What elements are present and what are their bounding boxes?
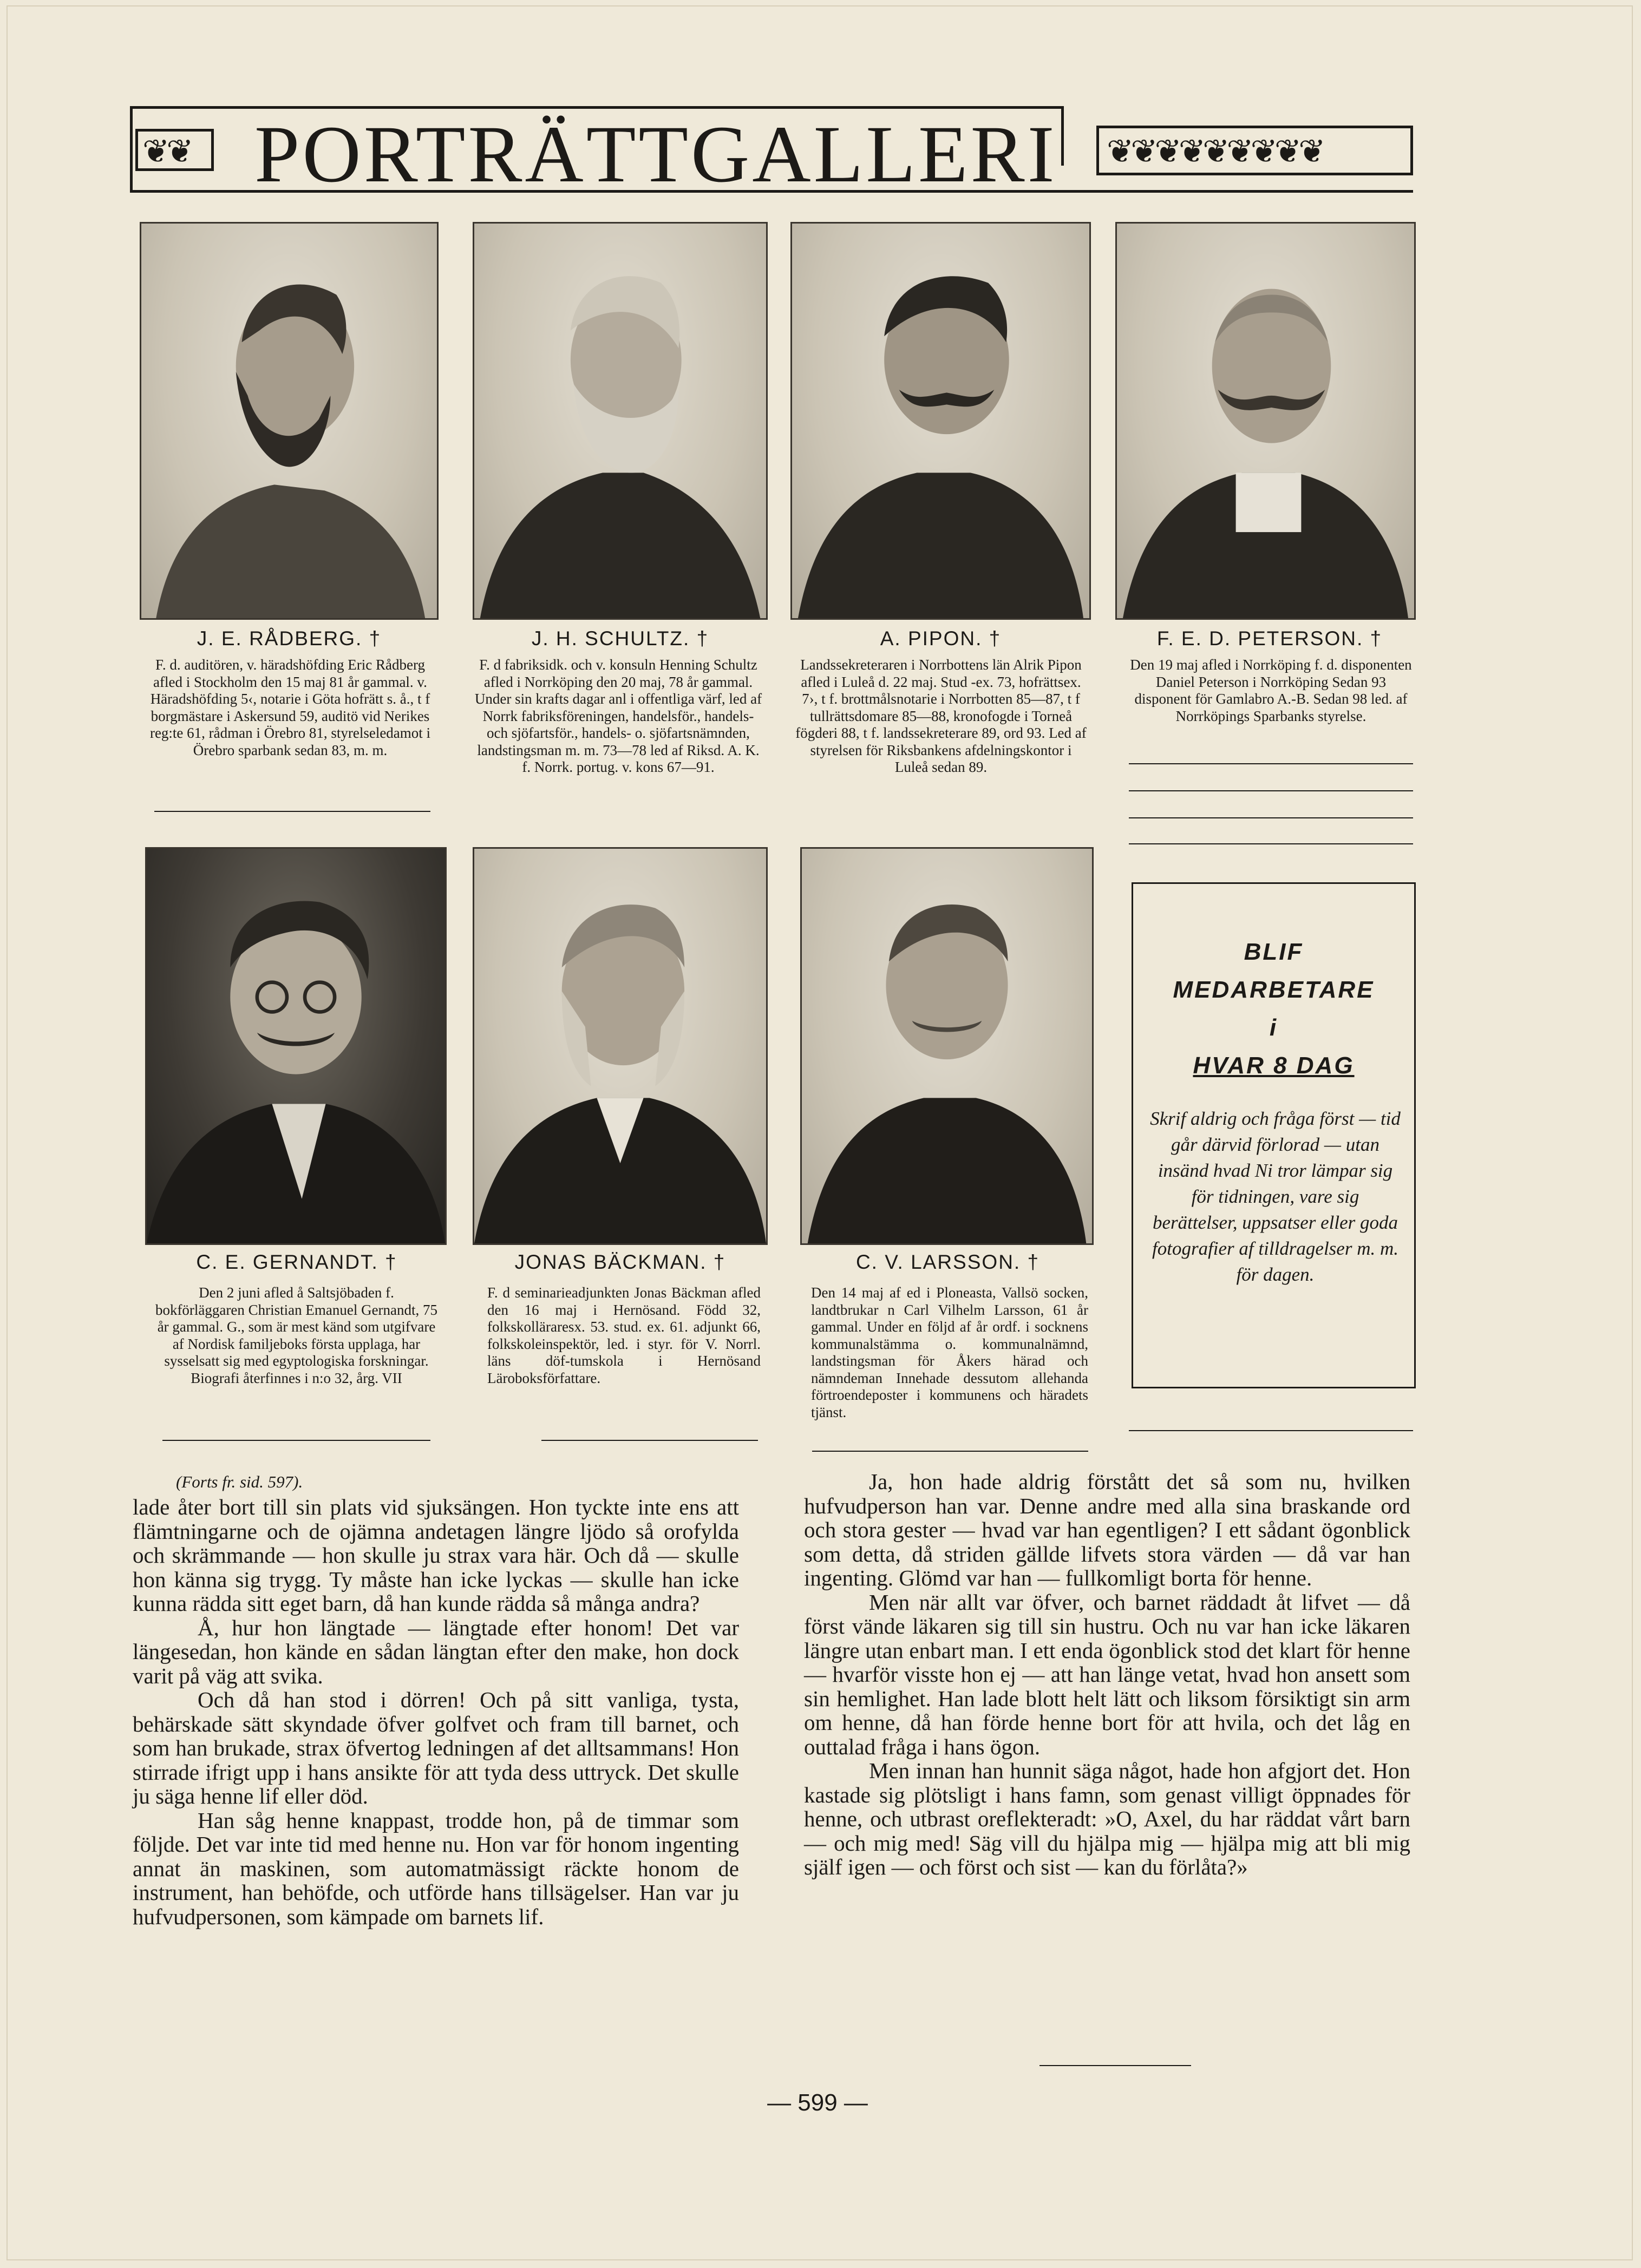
ornament-right-box [1096,126,1413,175]
article-column-left [133,1495,739,1929]
promo-body: Skrif aldrig och fråga först — tid går därvid förlorad — utan insänd hvad Ni tror lämpar sig för tidningen, vare sig berättelser, uppsatser eller goda fotografier af tilldragelser m. m. för dagen. [1150,1108,1401,1285]
portrait-bio-pipon: Landssekreteraren i Norrbottens län Alrik Pipon afled i Luleå d. 22 maj. Stud -ex. 73, hofrättsex. 7›, t f. brottmålsnotarie i Norrbotten 85—87, t f tullrättsdomare 85—88, kronofogde i Torneå fögderi 88, t f. landssekreterare 89, ord 93. Led af styrelsen för Riksbankens afdelningskontor i Luleå sedan 89. [795,657,1087,775]
promo-box [1132,882,1416,1388]
article-column-right [804,1470,1410,1879]
portrait-name-radberg: J. E. RÅDBERG. † [197,627,382,650]
portrait-bio-backman: F. d seminarieadjunkten Jonas Bäckman afled den 16 maj i Hernösand. Född 32, folkskolläraresx. 53. stud. ex. 61. adjunkt 66, folkskoleinspektör, led. i styr. för V. Norrl. läns döf-tumskola i Hernösand Läroboksförfattare. [487,1284,761,1386]
portrait-name-pipon: A. PIPON. † [880,627,1002,650]
continued-from-note: (Forts fr. sid. 597). [176,1472,303,1491]
portrait-rule [1129,763,1413,764]
article-paragraph: Ja, hon hade aldrig förstått det så som nu, hvilken hufvudperson han var. Denne andre med alla sina braskande ord och stora gester — hvad var han egentligen? I ett sådant ögonblick som detta, då striden gällde lifvets stora värden — då var han ingenting. Glömd var han — fullkomligt borta för henne. [804,1469,1410,1590]
portrait-bio-radberg: F. d. auditören, v. häradshöfding Eric Rådberg afled i Stockholm den 15 maj 81 år gammal. v. Häradshöfding 5‹, notarie i Göta hofrätt s. å., t f borgmästare i Askersund 59, auditö vid Nerikes reg:te 61, rådman i Örebro 81, styrelseledamot i Örebro sparbank sedan 83, m. m. [149,657,431,758]
article-paragraph: Han såg henne knappast, trodde hon, på de timmar som följde. Det var inte tid med henne nu. Hon var för honom ingenting annat än maskinen, som automatmässigt räckte honom de instrument, han behöfde, och utförde hans tillsägelser. Han var ju hufvudpersonen, som kämpade om barnets lif. [133,1807,739,1929]
promo-rule [1129,1430,1413,1431]
article-paragraph: Å, hur hon längtade — längtade efter honom! Det var längesedan, hon kände en sådan längtan efter den make, hon dock varit på väg att svika. [133,1615,739,1688]
promo-line-2: MEDARBETARE [1173,976,1375,1003]
article-paragraph: Men innan han hunnit säga något, hade hon afgjort det. Hon kastade sig plötsligt i hans famn, som genast villigt öppnades för henne, och utbrast oreflekteradt: »O, Axel, du har räddat vårt barn — och mig med! Säg vill du hjälpa mig — hjälpa mig att bli mig själf igen — och först och sist — kan du förlåta?» [804,1758,1410,1879]
portrait-photo-peterson [1115,222,1416,620]
ornament-right: ❦❦❦❦❦❦❦❦❦ [1107,133,1323,171]
portrait-rule [154,811,430,812]
portrait-photo-pipon [790,222,1091,620]
ornament-left-box [135,129,214,171]
portrait-bio-peterson: Den 19 maj afled i Norrköping f. d. disponenten Daniel Peterson i Norrköping Sedan 93 disponent för Gamlabro A.-B. Sedan 98 led. af Norrköpings Sparbanks styrelse. [1130,657,1412,724]
article-end-rule [1039,2065,1191,2066]
portrait-photo-schultz [473,222,768,620]
ornament-left: ❦❦ [142,133,191,171]
portrait-rule [541,1440,758,1441]
portrait-rule [162,1440,430,1441]
portrait-photo-larsson [800,847,1094,1245]
portrait-rule [812,1451,1088,1452]
portrait-bio-schultz: F. d fabriksidk. och v. konsuln Henning Schultz afled i Norrköping den 20 maj, 78 år gammal. Under sin krafts dagar anl i offentliga värf, led af Norrk fabriksföreningen, handelsför., handels- och sjöfartsför., handels- o. sjöfartsnämnden, landstingsman m. m. 73—78 led af Riksd. A. K. f. Norrk. portug. v. kons 67—91. [474,657,762,775]
promo-line-3: i [1269,1014,1278,1041]
promo-line-4: HVAR 8 DAG [1193,1052,1355,1079]
portrait-rule [1129,790,1413,791]
portrait-name-backman: JONAS BÄCKMAN. † [514,1251,726,1273]
portrait-name-schultz: J. H. SCHULTZ. † [531,627,709,650]
article-paragraph: Och då han stod i dörren! Och på sitt vanliga, tysta, behärskade sätt skyndade öfver golfvet och fram till barnet, och som han brukade, strax öfvertog ledningen af det alltsammans! Hon stirrade ifrigt upp i hans ansikte för att tyda dess uttryck. Det skulle ju säga henne lif eller död. [133,1687,739,1808]
portrait-rule [1129,817,1413,818]
promo-line-1: BLIF [1244,939,1304,965]
portrait-name-peterson: F. E. D. PETERSON. † [1156,627,1383,650]
article-paragraph: lade åter bort till sin plats vid sjuksängen. Hon tyckte inte ens att flämtningarne och de ojämna andetagen längre ljödo så orofylda och skrämmande — hon skulle ju strax vara här. Och då — skulle hon känna sig trygg. Ty måste han icke lyckas — skulle han icke kunna rädda sitt eget barn, då han kunde rädda så många andra? [133,1494,739,1616]
portrait-photo-gernandt [145,847,447,1245]
article-paragraph: Men när allt var öfver, och barnet räddadt åt lifvet — då först vände läkaren sig till sin hustru. Och nu var han icke läkaren längre utan enbart man. I ett enda ögonblick stod det klart för henne — hvarför visste hon ej — att han länge vetat, hvad hon ansett som sin hemlighet. Han lade blott helt lätt och liksom försiktigt sin arm om henne, då han förde henne bort för att hvila, och det låg en outtalad fråga i hans ögon. [804,1589,1410,1759]
portrait-name-gernandt: C. E. GERNANDT. † [196,1251,397,1273]
portrait-bio-larsson: Den 14 maj af ed i Ploneasta, Vallsö socken, landtbrukar n Carl Vilhelm Larsson, 61 år gammal. Under en följd af år ordf. i socknens kommunalstämma o. kommunalnämnd, landstingsman för Åkers härad och nämndeman Innehade dessutom allehanda förtroendeposter i kommunens och häradets tjänst. [811,1284,1088,1420]
portrait-bio-gernandt: Den 2 juni afled å Saltsjöbaden f. bokförläggaren Christian Emanuel Gernandt, 75 år gammal. G., som är mest känd som utgifvare af Nordisk familjeboks första upplaga, har sysselsatt sig med egyptologiska forskningar. Biografi återfinnes i n:o 32, årg. VII [155,1284,438,1386]
page-title: PORTRÄTTGALLERI [254,109,1057,199]
page-number: — 599 — [767,2089,868,2116]
portrait-rule [1129,843,1413,844]
portrait-photo-radberg [140,222,439,620]
portrait-photo-backman [473,847,768,1245]
portrait-name-larsson: C. V. LARSSON. † [855,1251,1040,1273]
